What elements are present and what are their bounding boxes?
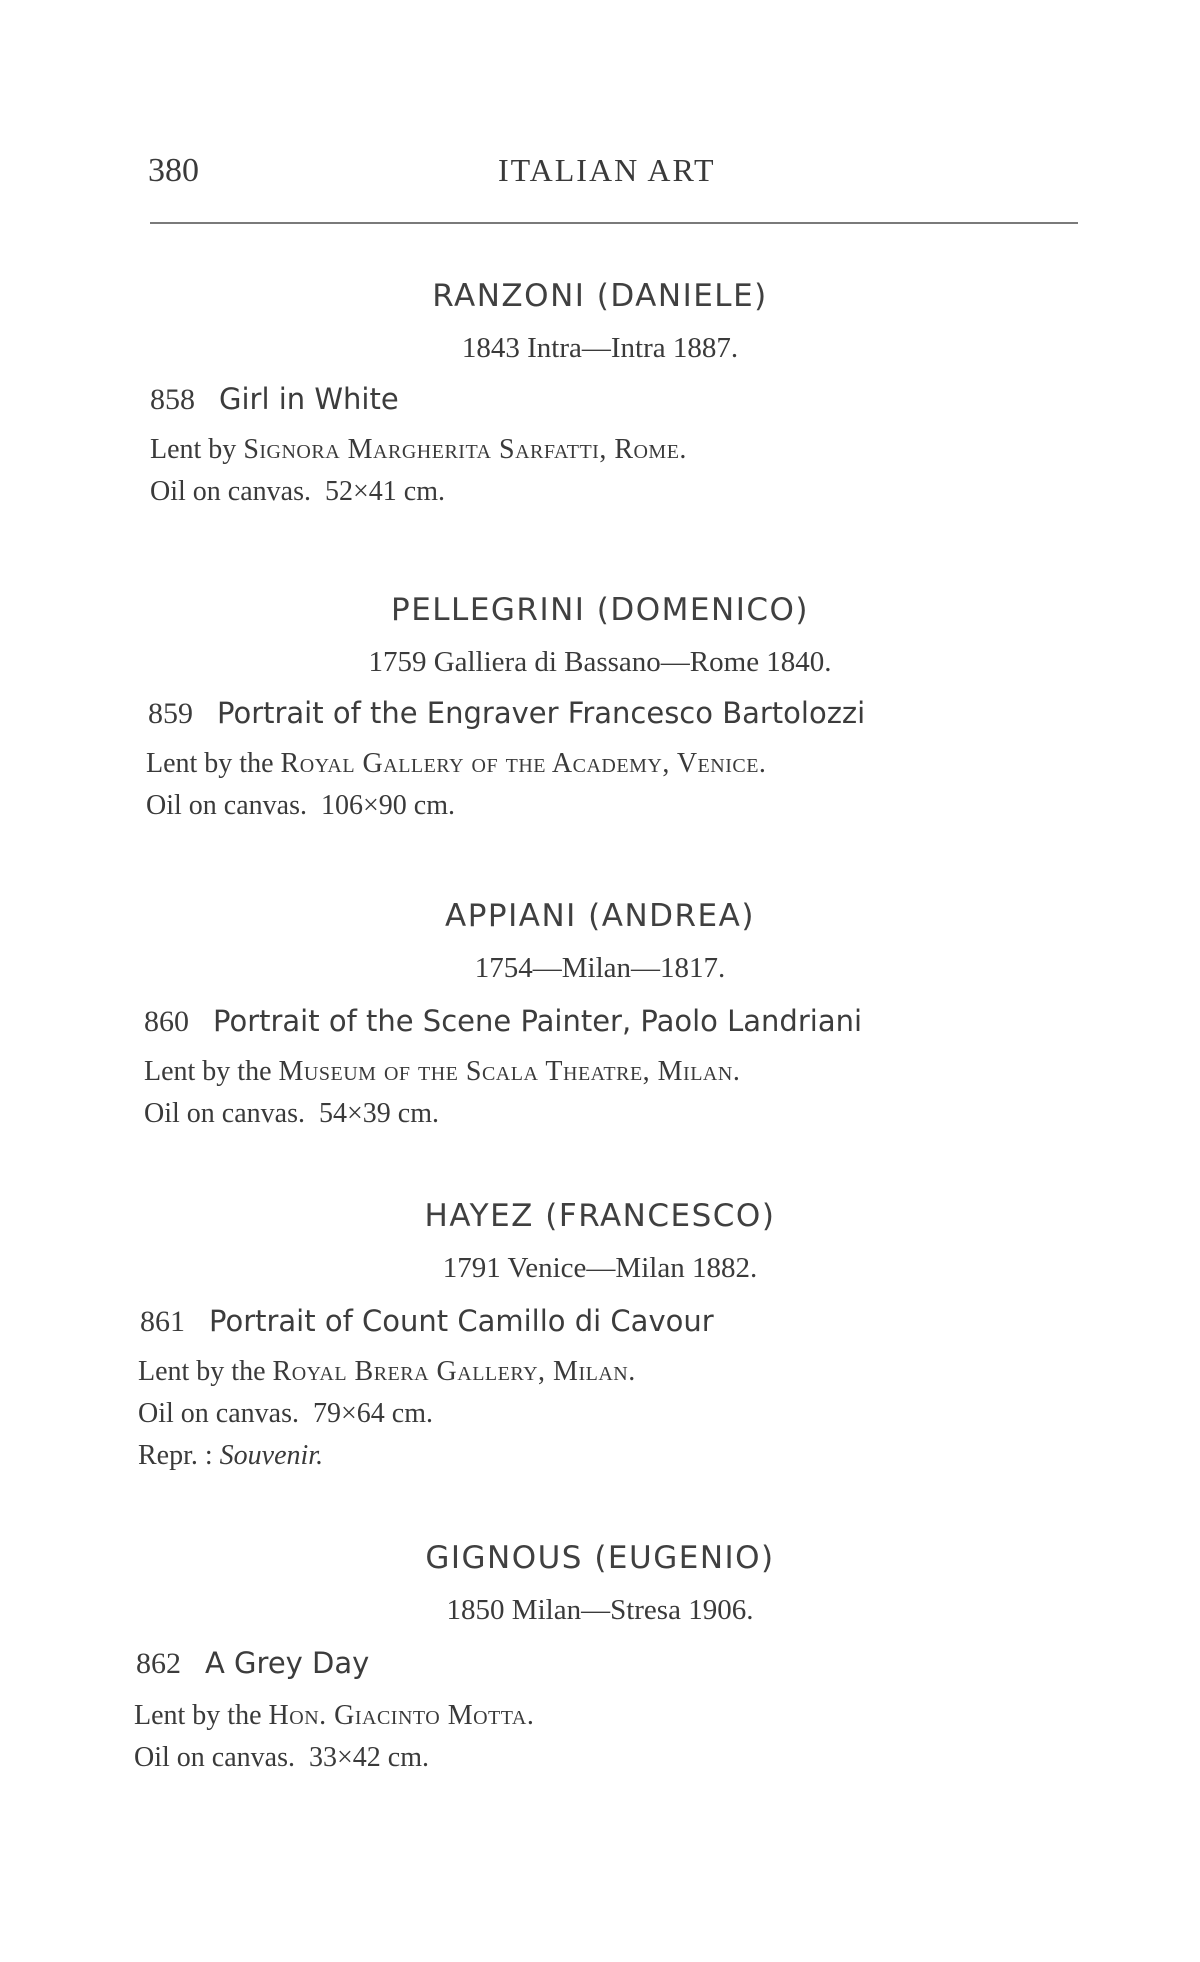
artist-dates: 1754—Milan—1817. [474,952,726,984]
catalogue-number: 858 [150,383,195,416]
medium: Oil on canvas. [138,1398,299,1429]
artwork-line [140,1304,714,1339]
catalogue-number: 859 [148,697,193,730]
medium: Oil on canvas. [134,1742,295,1773]
medium-line [138,1398,433,1430]
dimensions: 33×42 cm. [308,1742,429,1773]
lent-prefix: Lent by the [144,1056,272,1087]
artist-name: HAYEZ (FRANCESCO) [424,1198,776,1234]
artwork-line [148,696,865,731]
artist-dates: 1850 Milan—Stresa 1906. [446,1594,754,1626]
lender-line [134,1700,534,1732]
reproduction-line [138,1440,323,1472]
lent-prefix: Lent by the [134,1700,262,1731]
medium-line [144,1098,439,1130]
lent-prefix: Lent by the [146,748,274,779]
medium-line [150,476,445,508]
artwork-line [150,382,399,417]
dimensions: 52×41 cm. [324,476,445,507]
medium: Oil on canvas. [146,790,307,821]
artist-dates: 1843 Intra—Intra 1887. [461,332,739,364]
lender-name: Museum of the Scala Theatre, Milan. [278,1056,741,1087]
artwork-title: Portrait of the Scene Painter, Paolo Landriani [213,1004,863,1038]
lender-name: Hon. Giacinto Motta. [268,1700,535,1731]
artwork-title: Portrait of the Engraver Francesco Bartolozzi [217,696,866,730]
artwork-title: A Grey Day [205,1646,370,1680]
repr-label: Repr. : [138,1440,213,1471]
lender-name: Signora Margherita Sarfatti, Rome. [243,434,687,465]
artist-name: PELLEGRINI (DOMENICO) [391,592,809,628]
medium: Oil on canvas. [150,476,311,507]
artist-dates: 1791 Venice—Milan 1882. [442,1252,758,1284]
lender-name: Royal Gallery of the Academy, Venice. [280,748,767,779]
artwork-title: Girl in White [219,382,399,416]
lender-line [146,748,766,780]
medium-line [134,1742,429,1774]
lent-prefix: Lent by [150,434,237,465]
artist-dates: 1759 Galliera di Bassano—Rome 1840. [368,646,832,678]
artist-name: GIGNOUS (EUGENIO) [425,1540,775,1576]
dimensions: 54×39 cm. [318,1098,439,1129]
dimensions: 79×64 cm. [312,1398,433,1429]
catalogue-number: 861 [140,1305,185,1338]
artwork-line [144,1004,862,1039]
artist-name: APPIANI (ANDREA) [445,898,755,934]
lender-name: Royal Brera Gallery, Milan. [272,1356,636,1387]
artist-name: RANZONI (DANIELE) [432,278,768,314]
lender-line [138,1356,636,1388]
page-header [148,152,1078,232]
catalogue-number: 862 [136,1647,181,1680]
header-rule [150,222,1078,224]
artwork-line [136,1646,369,1681]
medium: Oil on canvas. [144,1098,305,1129]
dimensions: 106×90 cm. [320,790,455,821]
page-number: 380 [148,152,199,189]
repr-value: Souvenir. [219,1440,324,1471]
lender-line [144,1056,740,1088]
catalogue-number: 860 [144,1005,189,1038]
running-title: ITALIAN ART [498,152,716,188]
lent-prefix: Lent by the [138,1356,266,1387]
lender-line [150,434,687,466]
artwork-title: Portrait of Count Camillo di Cavour [209,1304,714,1338]
medium-line [146,790,455,822]
